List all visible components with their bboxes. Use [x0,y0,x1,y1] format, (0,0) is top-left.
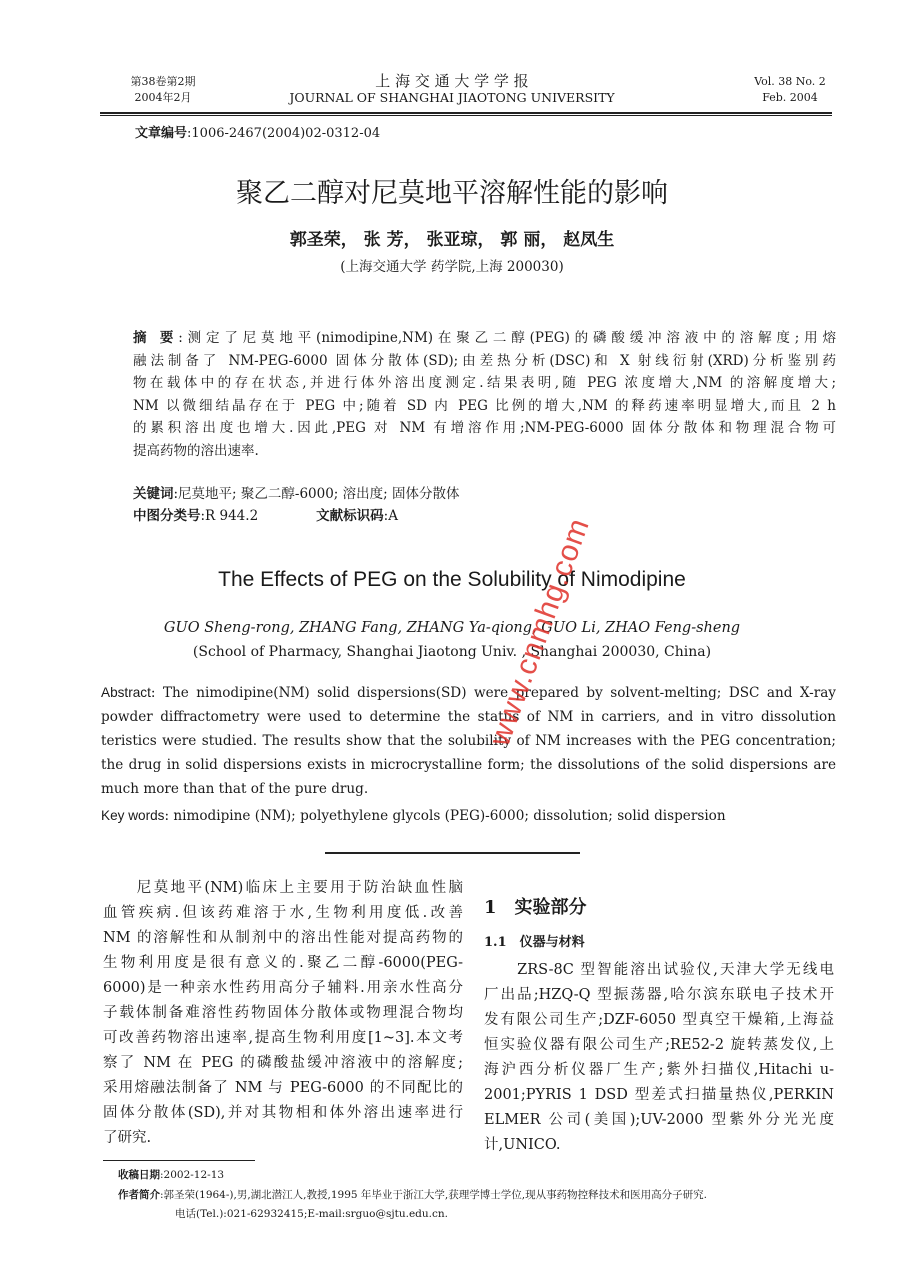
keywords-cn-label: 关键词 [133,486,174,501]
volume-cn: 第38卷第2期 [130,75,196,88]
abstract-en-text: : The nimodipine(NM) solid dispersions(SD) were prepared by solvent-melting; DSC and X-ray [150,685,836,701]
section-line: 海沪西分析仪器厂生产;紫外扫描仪,Hitachi u- [484,1062,834,1078]
date-cn: 2004年2月 [134,91,192,104]
author-bio [118,1187,707,1203]
journal-name-en: JOURNAL OF SHANGHAI JIAOTONG UNIVERSITY [289,90,615,105]
intro-line: 血管疾病.但该药难溶于水,生物利用度低.改善 [103,905,463,921]
keywords-cn-text: :尼莫地平; 聚乙二醇-6000; 溶出度; 固体分散体 [173,486,460,502]
article-number-value: :1006-2467(2004)02-0312-04 [187,126,381,141]
section-line: 厂出品;HZQ-Q 型振荡器,哈尔滨东联电子技术开 [484,987,834,1003]
bio-text: :郭圣荣(1964-),男,湖北潜江人,教授,1995 年毕业于浙江大学,获理学博士学位,现从事药物控释技术和医用高分子研究. [160,1189,707,1201]
abstract-en-line: teristics were studied. The results show that the solubility of NM increases with the PEG concentration; [101,733,836,749]
keywords-en [101,805,836,827]
journal-name-cn: 上 海 交 通 大 学 学 报 [375,72,529,90]
section-divider [325,852,580,854]
intro-line: 尼莫地平(NM)临床上主要用于防治缺血性脑 [103,880,463,896]
abstract-cn-line: NM 以微细结晶存在于 PEG 中;随着 SD 内 PEG 比例的增大,NM 的释药速率明显增大,而且 2 h [133,398,836,414]
section-line: 2001;PYRIS 1 DSD 型差式扫描量热仪,PERKIN [484,1087,834,1103]
abstract-cn-line: 物在载体中的存在状态,并进行体外溶出度测定.结果表明,随 PEG 浓度增大,NM 的溶解度增大; [133,375,836,391]
abstract-cn-line [133,327,836,349]
abstract-en-line: much more than that of the pure drug. [101,781,369,797]
intro-line: 采用熔融法制备了 NM 与 PEG-6000 的不同配比的 [103,1080,463,1096]
authors-cn: 郭圣荣， 张 芳， 张亚琼， 郭 丽， 赵凤生 [289,230,615,250]
section-line: 发有限公司生产;DZF-6050 型真空干燥箱,上海益 [484,1012,834,1028]
intro-line: 固体分散体(SD),并对其物相和体外溶出速率进行 [103,1105,463,1121]
footnote-rule [103,1160,255,1161]
received-value: :2002-12-13 [160,1169,225,1181]
intro-line: 察了 NM 在 PEG 的磷酸盐缓冲溶液中的溶解度; [103,1055,463,1071]
abstract-cn-line: 的累积溶出度也增大.因此,PEG 对 NM 有增溶作用;NM-PEG-6000 固体分散体和物理混合物可 [133,420,836,436]
intro-line: 可改善药物溶出速率,提高生物利用度[1~3].本文考 [103,1030,463,1046]
header-rule [100,112,832,114]
date-en: Feb. 2004 [762,91,818,104]
article-number [135,124,380,143]
clc-value: :R 944.2 [200,508,259,524]
authors-en: GUO Sheng-rong, ZHANG Fang, ZHANG Ya-qiong, GUO Li, ZHAO Feng-sheng [163,620,741,636]
section-line: 计,UNICO. [484,1137,561,1153]
abstract-en-line: powder diffractometry were used to determine the status of NM in carriers, and in vitro dissolution [101,709,836,725]
intro-line: 6000)是一种亲水性药用高分子辅料.用亲水性高分 [103,980,463,996]
intro-line: NM 的溶解性和从制剂中的溶出性能对提高药物的 [103,930,463,946]
section-line: ZRS-8C 型智能溶出试验仪,天津大学无线电 [484,962,834,978]
keywords-en-label: Key words [101,808,165,823]
abstract-en-line [101,682,836,704]
journal-name [250,72,654,106]
received-label: 收稿日期 [118,1169,160,1181]
abstract-en-line: the drug in solid dispersions exists in microcrystalline form; the dissolutions of the solid dispersions are [101,757,836,773]
affiliation-cn: (上海交通大学 药学院,上海 200030) [340,259,564,275]
header-rule-thin [100,115,832,116]
title-cn: 聚乙二醇对尼莫地平溶解性能的影响 [236,178,668,209]
abstract-cn-text: :测定了尼莫地平(nimodipine,NM)在聚乙二醇(PEG)的磷酸缓冲溶液中的溶解度;用熔 [178,330,836,346]
doc-code-value: :A [383,508,398,524]
bio-label: 作者简介 [118,1189,160,1201]
classification [133,505,533,527]
intro-line: 子载体制备难溶性药物固体分散体或物理混合物均 [103,1005,463,1021]
volume-en: Vol. 38 No. 2 [754,75,826,88]
section-line: 恒实验仪器有限公司生产;RE52-2 旋转蒸发仪,上 [484,1037,834,1053]
abstract-cn-label: 摘 要 [133,330,179,345]
section-line: ELMER 公司(美国);UV-2000 型紫外分光光度 [484,1112,834,1128]
volume-issue-cn [118,74,208,106]
author-contact: 电话(Tel.):021-62932415;E-mail:srguo@sjtu.edu.cn. [175,1208,448,1220]
intro-line: 生物利用度是很有意义的.聚乙二醇-6000(PEG- [103,955,463,971]
subsection-heading: 1.1 仪器与材料 [484,935,585,950]
doc-code-label: 文献标识码 [316,508,384,523]
abstract-cn-line: 提高药物的溶出速率. [133,443,259,459]
volume-issue-en [740,74,840,106]
affiliation-en: (School of Pharmacy, Shanghai Jiaotong Univ. , Shanghai 200030, China) [192,644,712,660]
article-number-label: 文章编号 [135,125,188,140]
section-heading: 1 实验部分 [484,897,587,918]
abstract-en-label: Abstract [101,685,151,700]
watermark: www.cnmhg.com [483,513,597,751]
keywords-cn [133,483,836,505]
intro-line: 了研究. [103,1130,152,1146]
clc-label: 中图分类号 [133,508,201,523]
keywords-en-text: : nimodipine (NM); polyethylene glycols (PEG)-6000; dissolution; solid dispersion [164,808,726,824]
title-en: The Effects of PEG on the Solubility of Nimodipine [218,568,686,591]
abstract-cn-line: 融法制备了 NM-PEG-6000 固体分散体(SD);由差热分析(DSC)和 X 射线衍射(XRD)分析鉴别药 [133,353,836,369]
received-date [118,1167,224,1183]
